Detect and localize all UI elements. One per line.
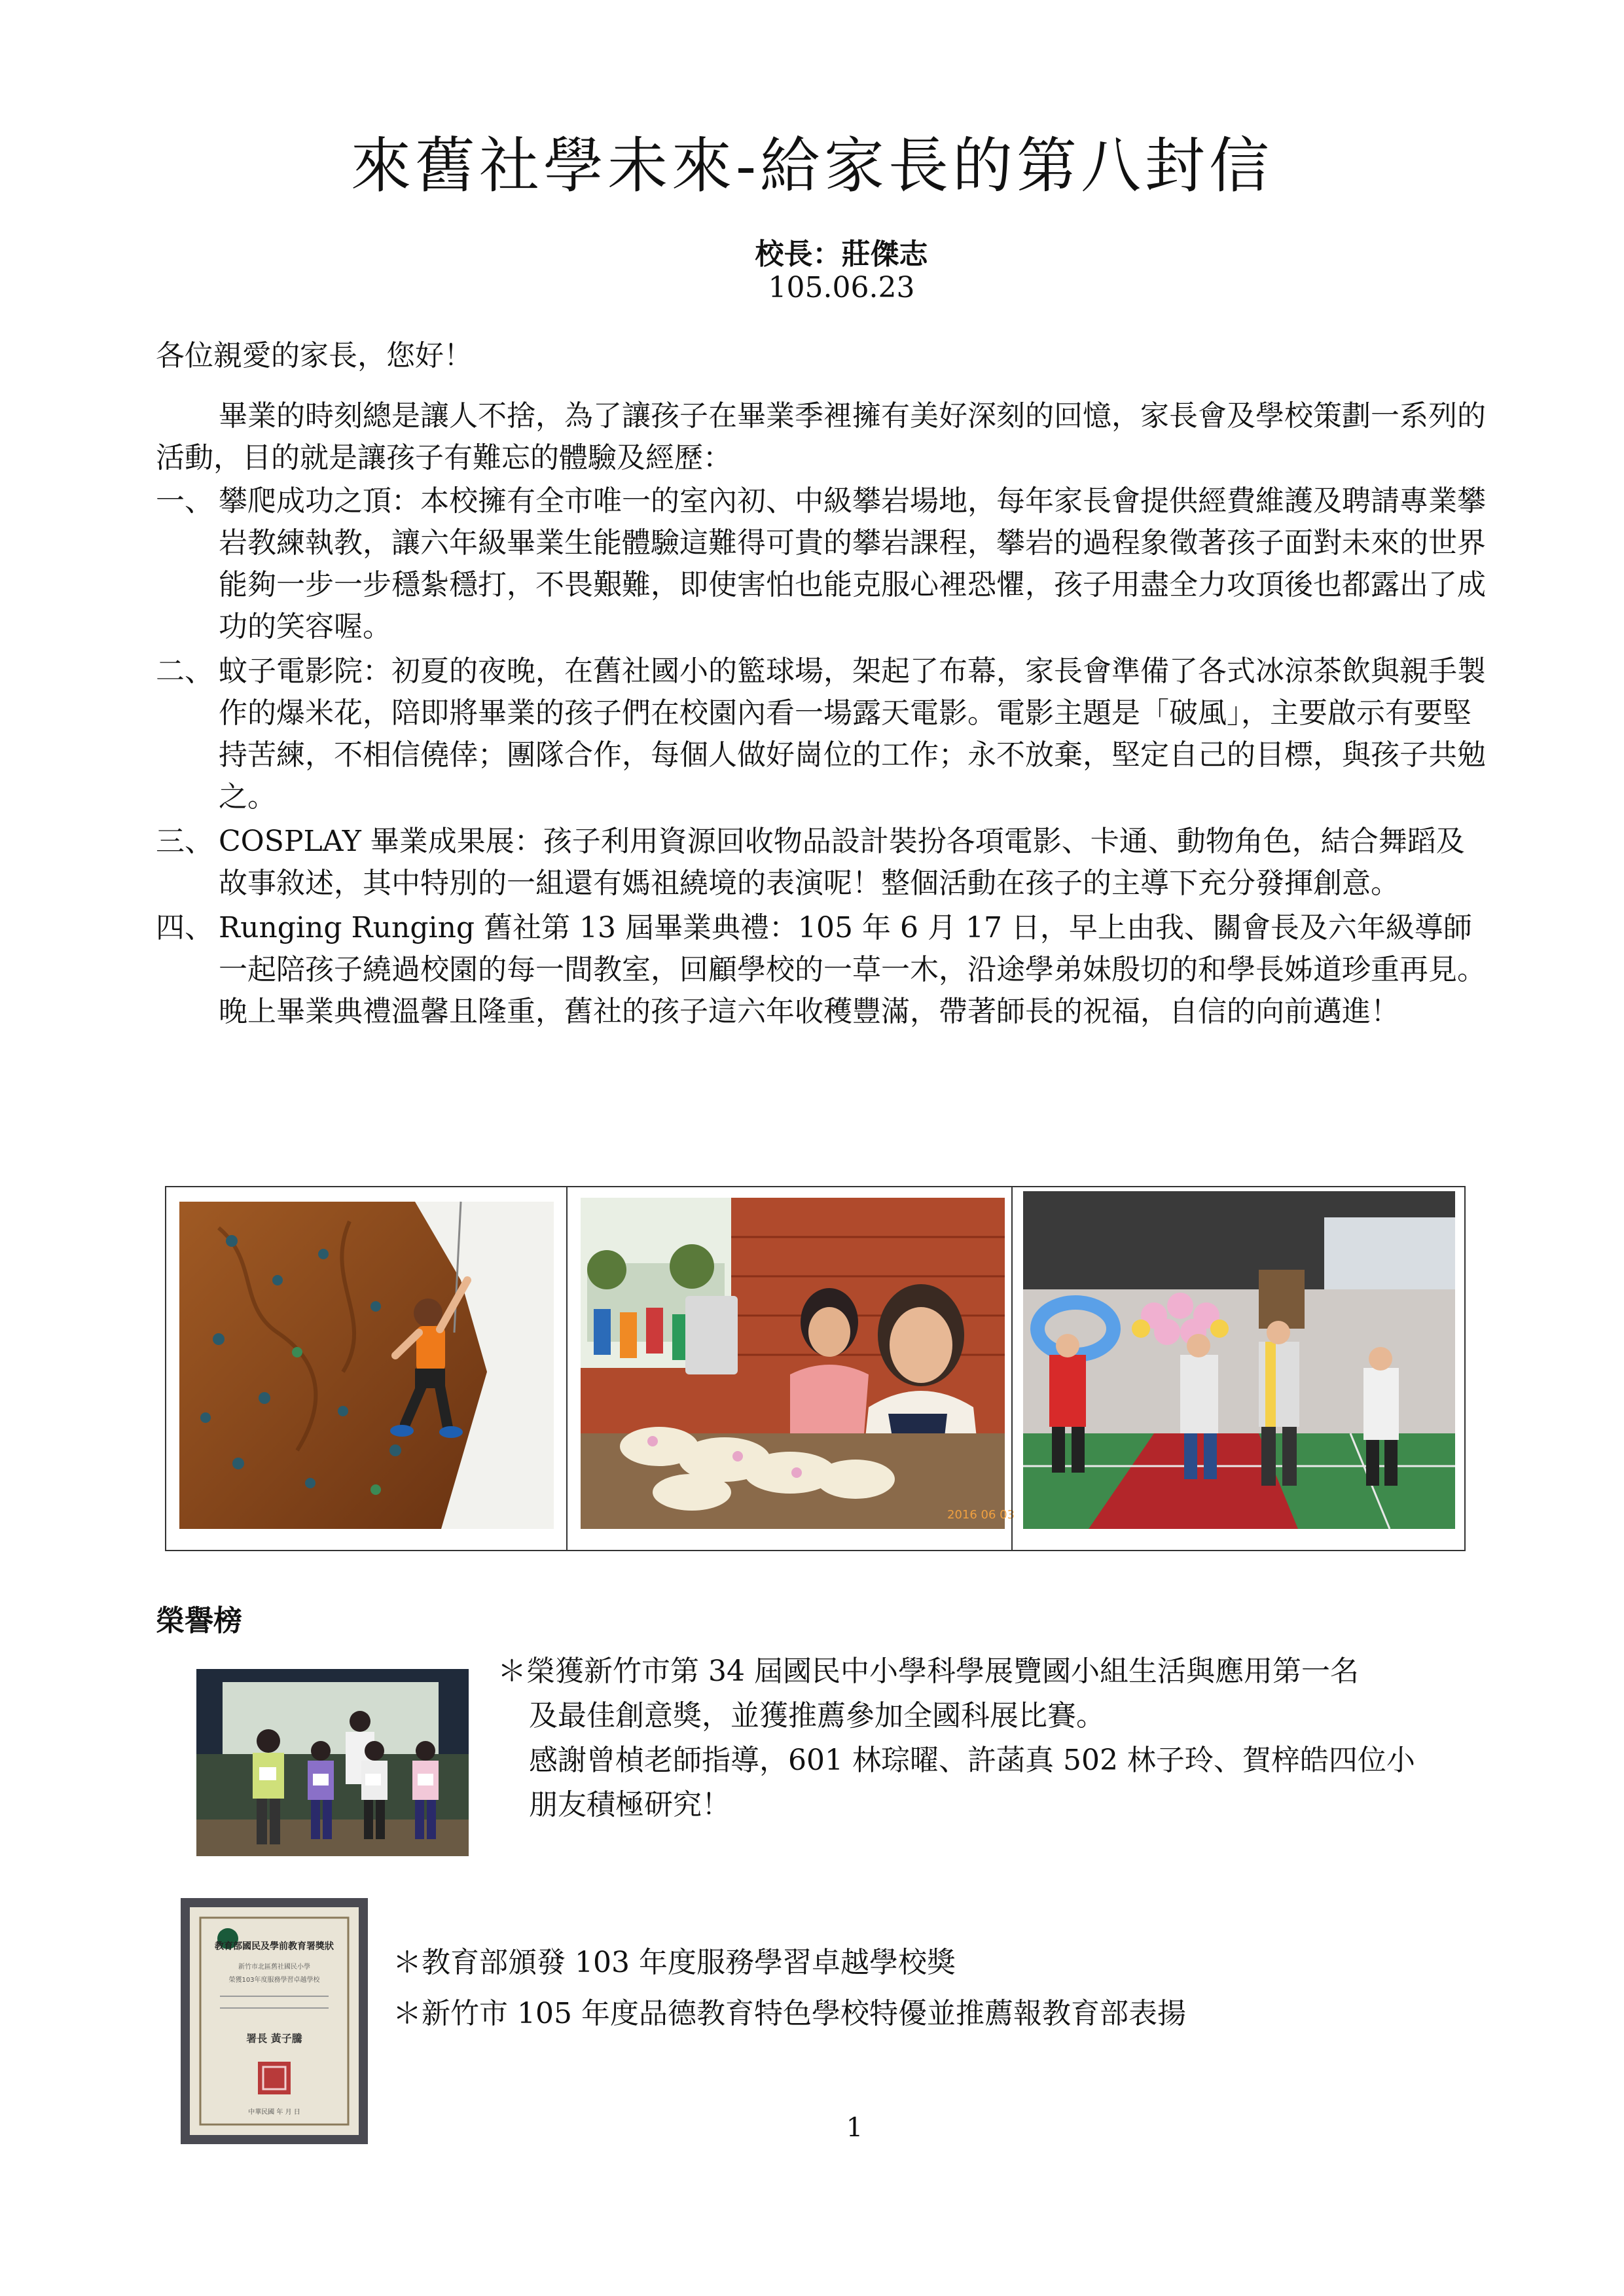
list-item-text: 蚊子電影院：初夏的夜晚，在舊社國小的籃球場，架起了布幕，家長會準備了各式冰涼茶飲與親手製作的爆米花，陪即將畢業的孩子們在校園內看一場露天電影。電影主題是「破風」，主要啟示有要堅持苦練，不相信僥倖；團隊合作，每個人做好崗位的工作；永不放棄，堅定自己的目標，與孩子共勉之。 [219,655,1486,814]
list-item-number: 四、 [156,911,213,944]
certificate-title: 教育部國民及學前教育署獎狀 [215,1941,334,1952]
list-item-number: 一、 [156,484,213,518]
star-bullet: ＊ [497,1655,526,1688]
certificate-signature: 署長 黃子騰 [246,2032,302,2045]
honor-item-line: 及最佳創意獎，並獲推薦參加全國科展比賽。 [529,1699,1105,1732]
list-item [156,821,1491,905]
certificate-date: 中華民國 年 月 日 [248,2109,300,2116]
honor-item-science-fair [497,1649,1479,1827]
honor-item-line: 感謝曾楨老師指導，601 林琮曜、許菡真 502 林子玲、賀梓皓四位小 [529,1744,1415,1777]
certificate-text-line: 新竹市北區舊社國民小學 [238,1964,310,1971]
page-title: 來舊社學未來-給家長的第八封信 [350,131,1274,201]
greeting: 各位親愛的家長，您好！ [156,339,473,372]
honor-item-line: 榮獲新竹市第 34 屆國民中小學科學展覽國小組生活與應用第一名 [526,1655,1359,1688]
letter-date: 105.06.23 [768,271,915,304]
page-number: 1 [846,2113,863,2143]
honor-item-line: 朋友積極研究！ [529,1788,731,1821]
cosplay-show-photo [1023,1191,1455,1529]
honor-roll-heading: 榮譽榜 [156,1604,242,1638]
list-item [156,480,1491,648]
list-item [156,651,1491,818]
photo-cell-climbing [166,1187,566,1550]
certificate-photo [181,1898,368,2144]
list-item-text: Runging Runging 舊社第 13 屆畢業典禮：105 年 6 月 17 日，早上由我、關會長及六年級導師一起陪孩子繞過校園的每一間教室，回顧學校的一草一木，沿途學弟妹殷切的和學長姊道珍重再見。晚上畢業典禮溫馨且隆重，舊社的孩子這六年收穫豐滿，帶著師長的祝福，自信的向前邁進！ [219,911,1486,1028]
science-fair-photo [196,1669,469,1856]
honor-items-awards [393,1937,1186,2039]
activity-list [156,480,1491,1035]
intro-paragraph: 畢業的時刻總是讓人不捨，為了讓孩子在畢業季裡擁有美好深刻的回憶，家長會及學校策劃一系列的活動，目的就是讓孩子有難忘的體驗及經歷： [156,399,1486,475]
list-item-number: 二、 [156,655,213,688]
honor-item-service-learning: ＊教育部頒發 103 年度服務學習卓越學校獎 [393,1946,956,1979]
photo-date-stamp: 2016 06 03 [947,1508,1015,1522]
photo-cell-cosplay [1011,1187,1464,1550]
list-item-text: COSPLAY 畢業成果展：孩子利用資源回收物品設計裝扮各項電影、卡通、動物角色，結合舞蹈及故事敘述，其中特別的一組還有媽祖繞境的表演呢！整個活動在孩子的主導下充分發揮創意。 [219,825,1465,900]
list-item [156,907,1491,1033]
list-item-number: 三、 [156,825,213,858]
photo-cell-popcorn [566,1187,1015,1550]
popcorn-stand-photo [581,1198,1015,1529]
principal-name: 校長：莊傑志 [755,238,928,271]
list-item-text: 攀爬成功之頂：本校擁有全市唯一的室內初、中級攀岩場地，每年家長會提供經費維護及聘請專業攀岩教練執教，讓六年級畢業生能體驗這難得可貴的攀岩課程，攀岩的過程象徵著孩子面對未來的世界能夠一步一步穩紮穩打，不畏艱難，即使害怕也能克服心裡恐懼，孩子用盡全力攻頂後也都露出了成功的笑容喔。 [219,484,1486,643]
certificate-text-line: 榮獲103年度服務學習卓越學校 [228,1977,320,1984]
honor-item-character-education: ＊新竹市 105 年度品德教育特色學校特優並推薦報教育部表揚 [393,1997,1186,2030]
photo-table [165,1186,1466,1551]
climbing-wall-photo [179,1202,554,1529]
